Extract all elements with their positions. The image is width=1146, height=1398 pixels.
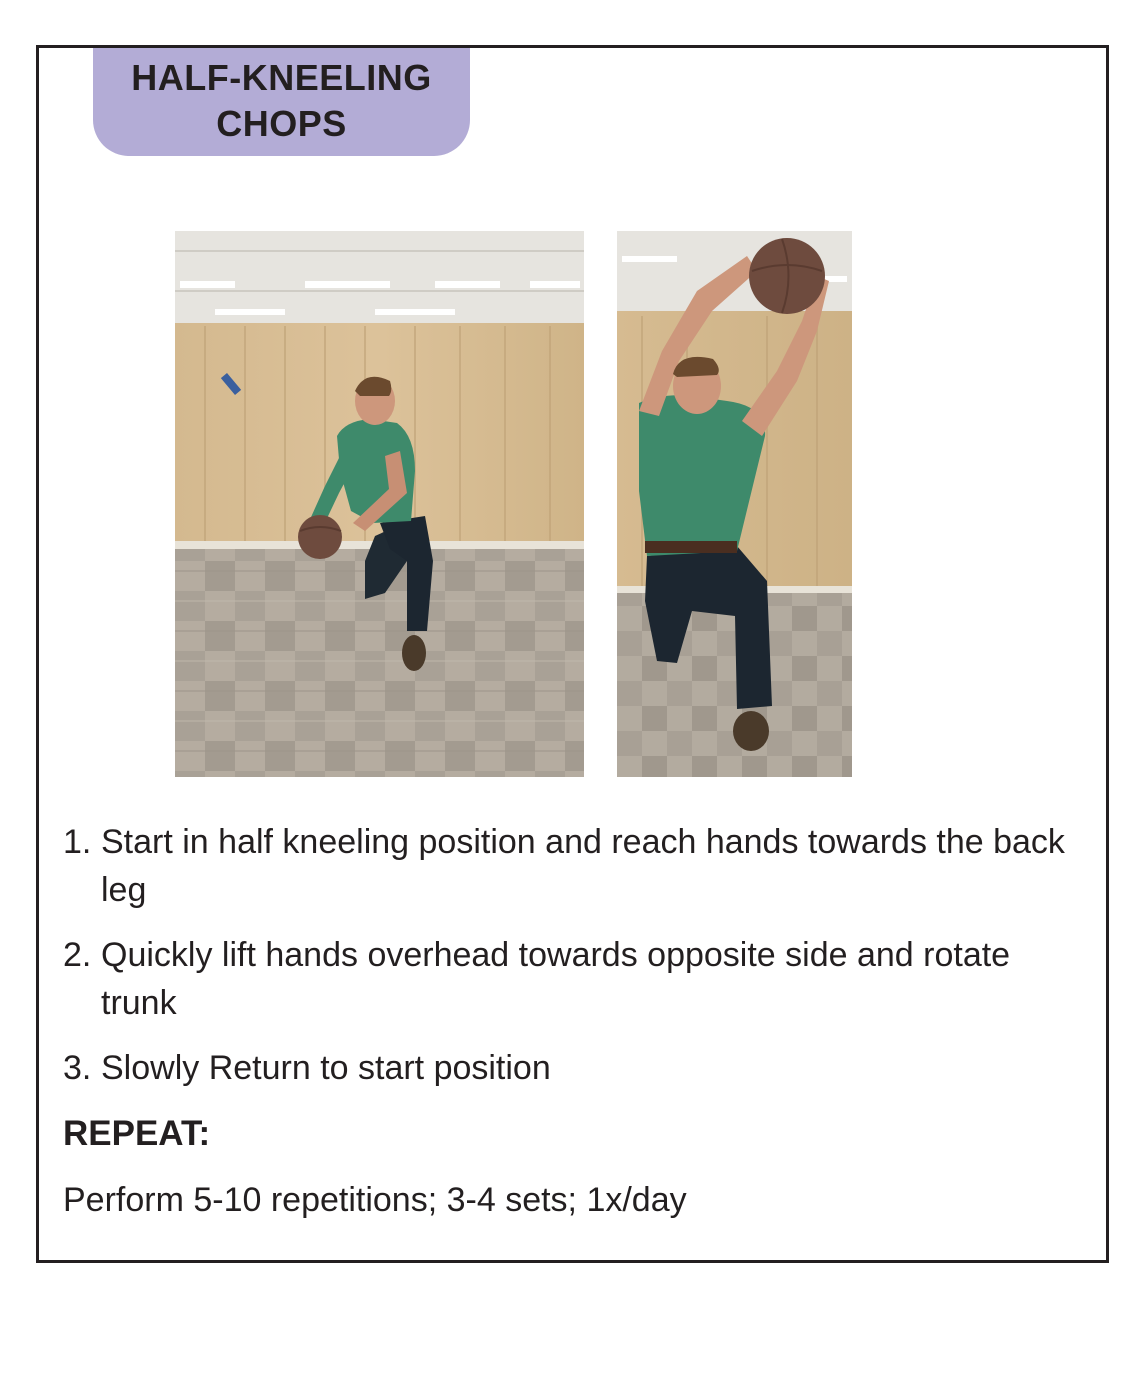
title-line-2: CHOPS: [216, 103, 347, 144]
title-tab: [93, 48, 470, 156]
step-number: 3.: [63, 1049, 92, 1087]
step-number: 1.: [63, 823, 92, 861]
step-text: Slowly Return to start position: [101, 1049, 551, 1087]
step-text: Quickly lift hands overhead towards opposite side and rotate trunk: [101, 936, 1011, 1022]
repeat-instructions: Perform 5-10 repetitions; 3-4 sets; 1x/day: [63, 1181, 687, 1219]
step-number: 2.: [63, 936, 92, 974]
start-position-photo: [175, 231, 584, 777]
title-line-1: HALF-KNEELING: [131, 57, 432, 98]
step-text: Start in half kneeling position and reach hands towards the back leg: [101, 823, 1065, 909]
repeat-heading: REPEAT:: [63, 1114, 211, 1153]
overhead-position-photo: [617, 231, 852, 777]
instruction-step-2: [63, 931, 1093, 1027]
exercise-card: [36, 45, 1109, 1263]
instruction-list: [63, 818, 1093, 1109]
instruction-step-1: [63, 818, 1093, 914]
instruction-step-3: [63, 1044, 1093, 1092]
